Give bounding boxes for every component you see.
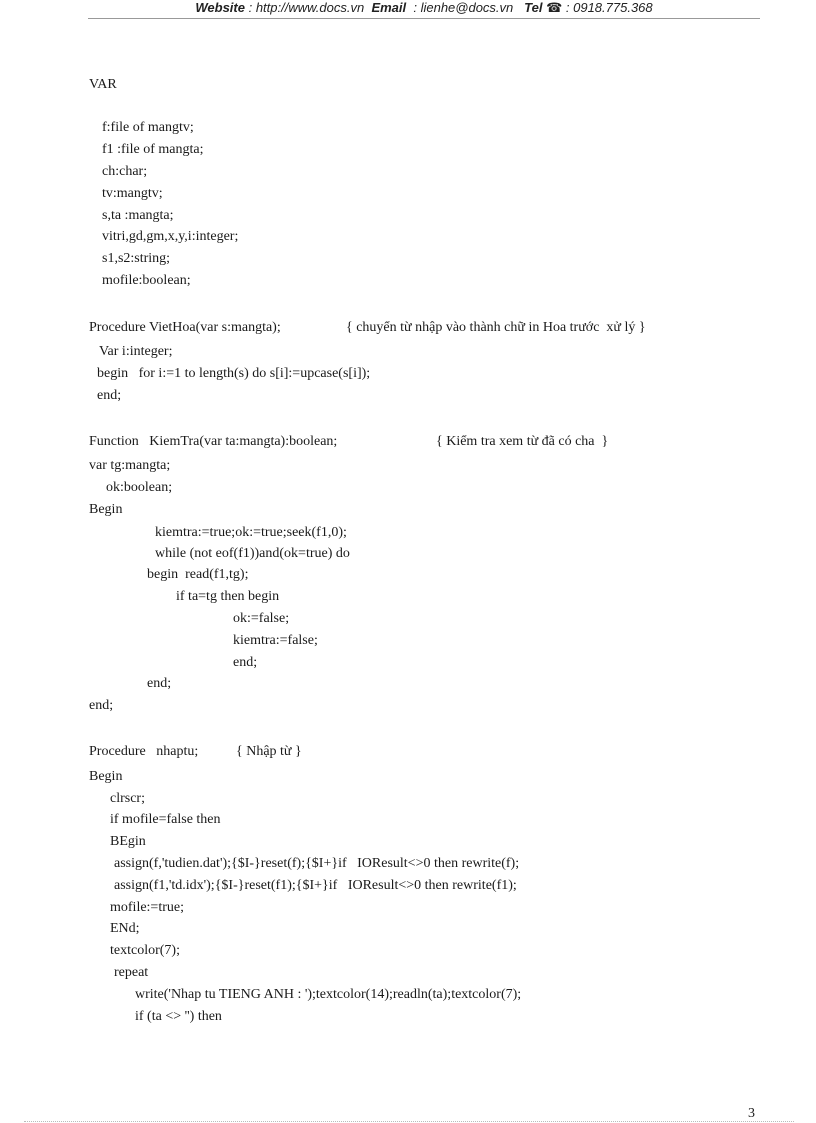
- procedure-header: Procedure nhaptu;: [89, 744, 199, 759]
- code-line: ok:=false;: [233, 611, 290, 626]
- email-value: : lienhe@docs.vn: [413, 0, 514, 15]
- code-line: ok:boolean;: [106, 480, 173, 495]
- code-line: BEgin: [110, 834, 146, 849]
- code-line: repeat: [114, 965, 149, 980]
- code-line: Var i:integer;: [99, 344, 173, 359]
- tel-label: Tel: [524, 0, 543, 15]
- website-label: Website: [195, 0, 245, 15]
- code-line: s1,s2:string;: [102, 251, 171, 266]
- code-line: textcolor(7);: [110, 943, 180, 958]
- code-line: if ta=tg then begin: [176, 589, 280, 604]
- code-line: write('Nhap tu TIENG ANH : ');textcolor(14);readln(ta);textcolor(7);: [135, 987, 522, 1002]
- code-comment: { Kiểm tra xem từ đã có cha }: [436, 434, 609, 449]
- code-line: clrscr;: [110, 791, 145, 806]
- code-line: end;: [97, 388, 122, 403]
- header-divider: [88, 18, 760, 19]
- code-line: kiemtra:=false;: [233, 633, 318, 648]
- code-line-var: VAR: [89, 77, 117, 92]
- code-line: s,ta :mangta;: [102, 208, 174, 223]
- code-line: mofile:boolean;: [102, 273, 191, 288]
- code-line: begin for i:=1 to length(s) do s[i]:=upcase(s[i]);: [97, 366, 371, 381]
- code-line: end;: [233, 655, 258, 670]
- code-comment: { chuyển từ nhập vào thành chữ in Hoa trước xử lý }: [346, 320, 646, 335]
- email-label: Email: [371, 0, 407, 15]
- code-comment: { Nhập từ }: [236, 744, 302, 759]
- code-line: mofile:=true;: [110, 900, 184, 915]
- code-line: kiemtra:=true;ok:=true;seek(f1,0);: [155, 525, 347, 540]
- code-line: while (not eof(f1))and(ok=true) do: [155, 546, 350, 561]
- footer-divider: [24, 1121, 794, 1122]
- page-number: 3: [748, 1106, 755, 1121]
- code-line: ch:char;: [102, 164, 148, 179]
- phone-icon: ☎: [546, 0, 563, 15]
- code-line: ENd;: [110, 921, 140, 936]
- code-line: end;: [147, 676, 172, 691]
- code-line: tv:mangtv;: [102, 186, 163, 201]
- code-line: f1 :file of mangta;: [102, 142, 204, 157]
- code-line: Begin: [89, 502, 123, 517]
- code-line: var tg:mangta;: [89, 458, 171, 473]
- code-line: vitri,gd,gm,x,y,i:integer;: [102, 229, 239, 244]
- code-line: Begin: [89, 769, 123, 784]
- code-line: assign(f1,'td.idx');{$I-}reset(f1);{$I+}if IOResult<>0 then rewrite(f1);: [114, 878, 517, 893]
- code-line: end;: [89, 698, 114, 713]
- page-header: [88, 0, 760, 18]
- function-header: Function KiemTra(var ta:mangta):boolean;: [89, 434, 338, 449]
- code-line: if mofile=false then: [110, 812, 221, 827]
- code-line: assign(f,'tudien.dat');{$I-}reset(f);{$I+}if IOResult<>0 then rewrite(f);: [114, 856, 520, 871]
- code-line: if (ta <> '') then: [135, 1009, 222, 1024]
- code-line: begin read(f1,tg);: [147, 567, 249, 582]
- website-value: : http://www.docs.vn: [248, 0, 365, 15]
- tel-value: : 0918.775.368: [565, 0, 653, 15]
- procedure-header: Procedure VietHoa(var s:mangta);: [89, 320, 281, 335]
- code-line: f:file of mangtv;: [102, 120, 194, 135]
